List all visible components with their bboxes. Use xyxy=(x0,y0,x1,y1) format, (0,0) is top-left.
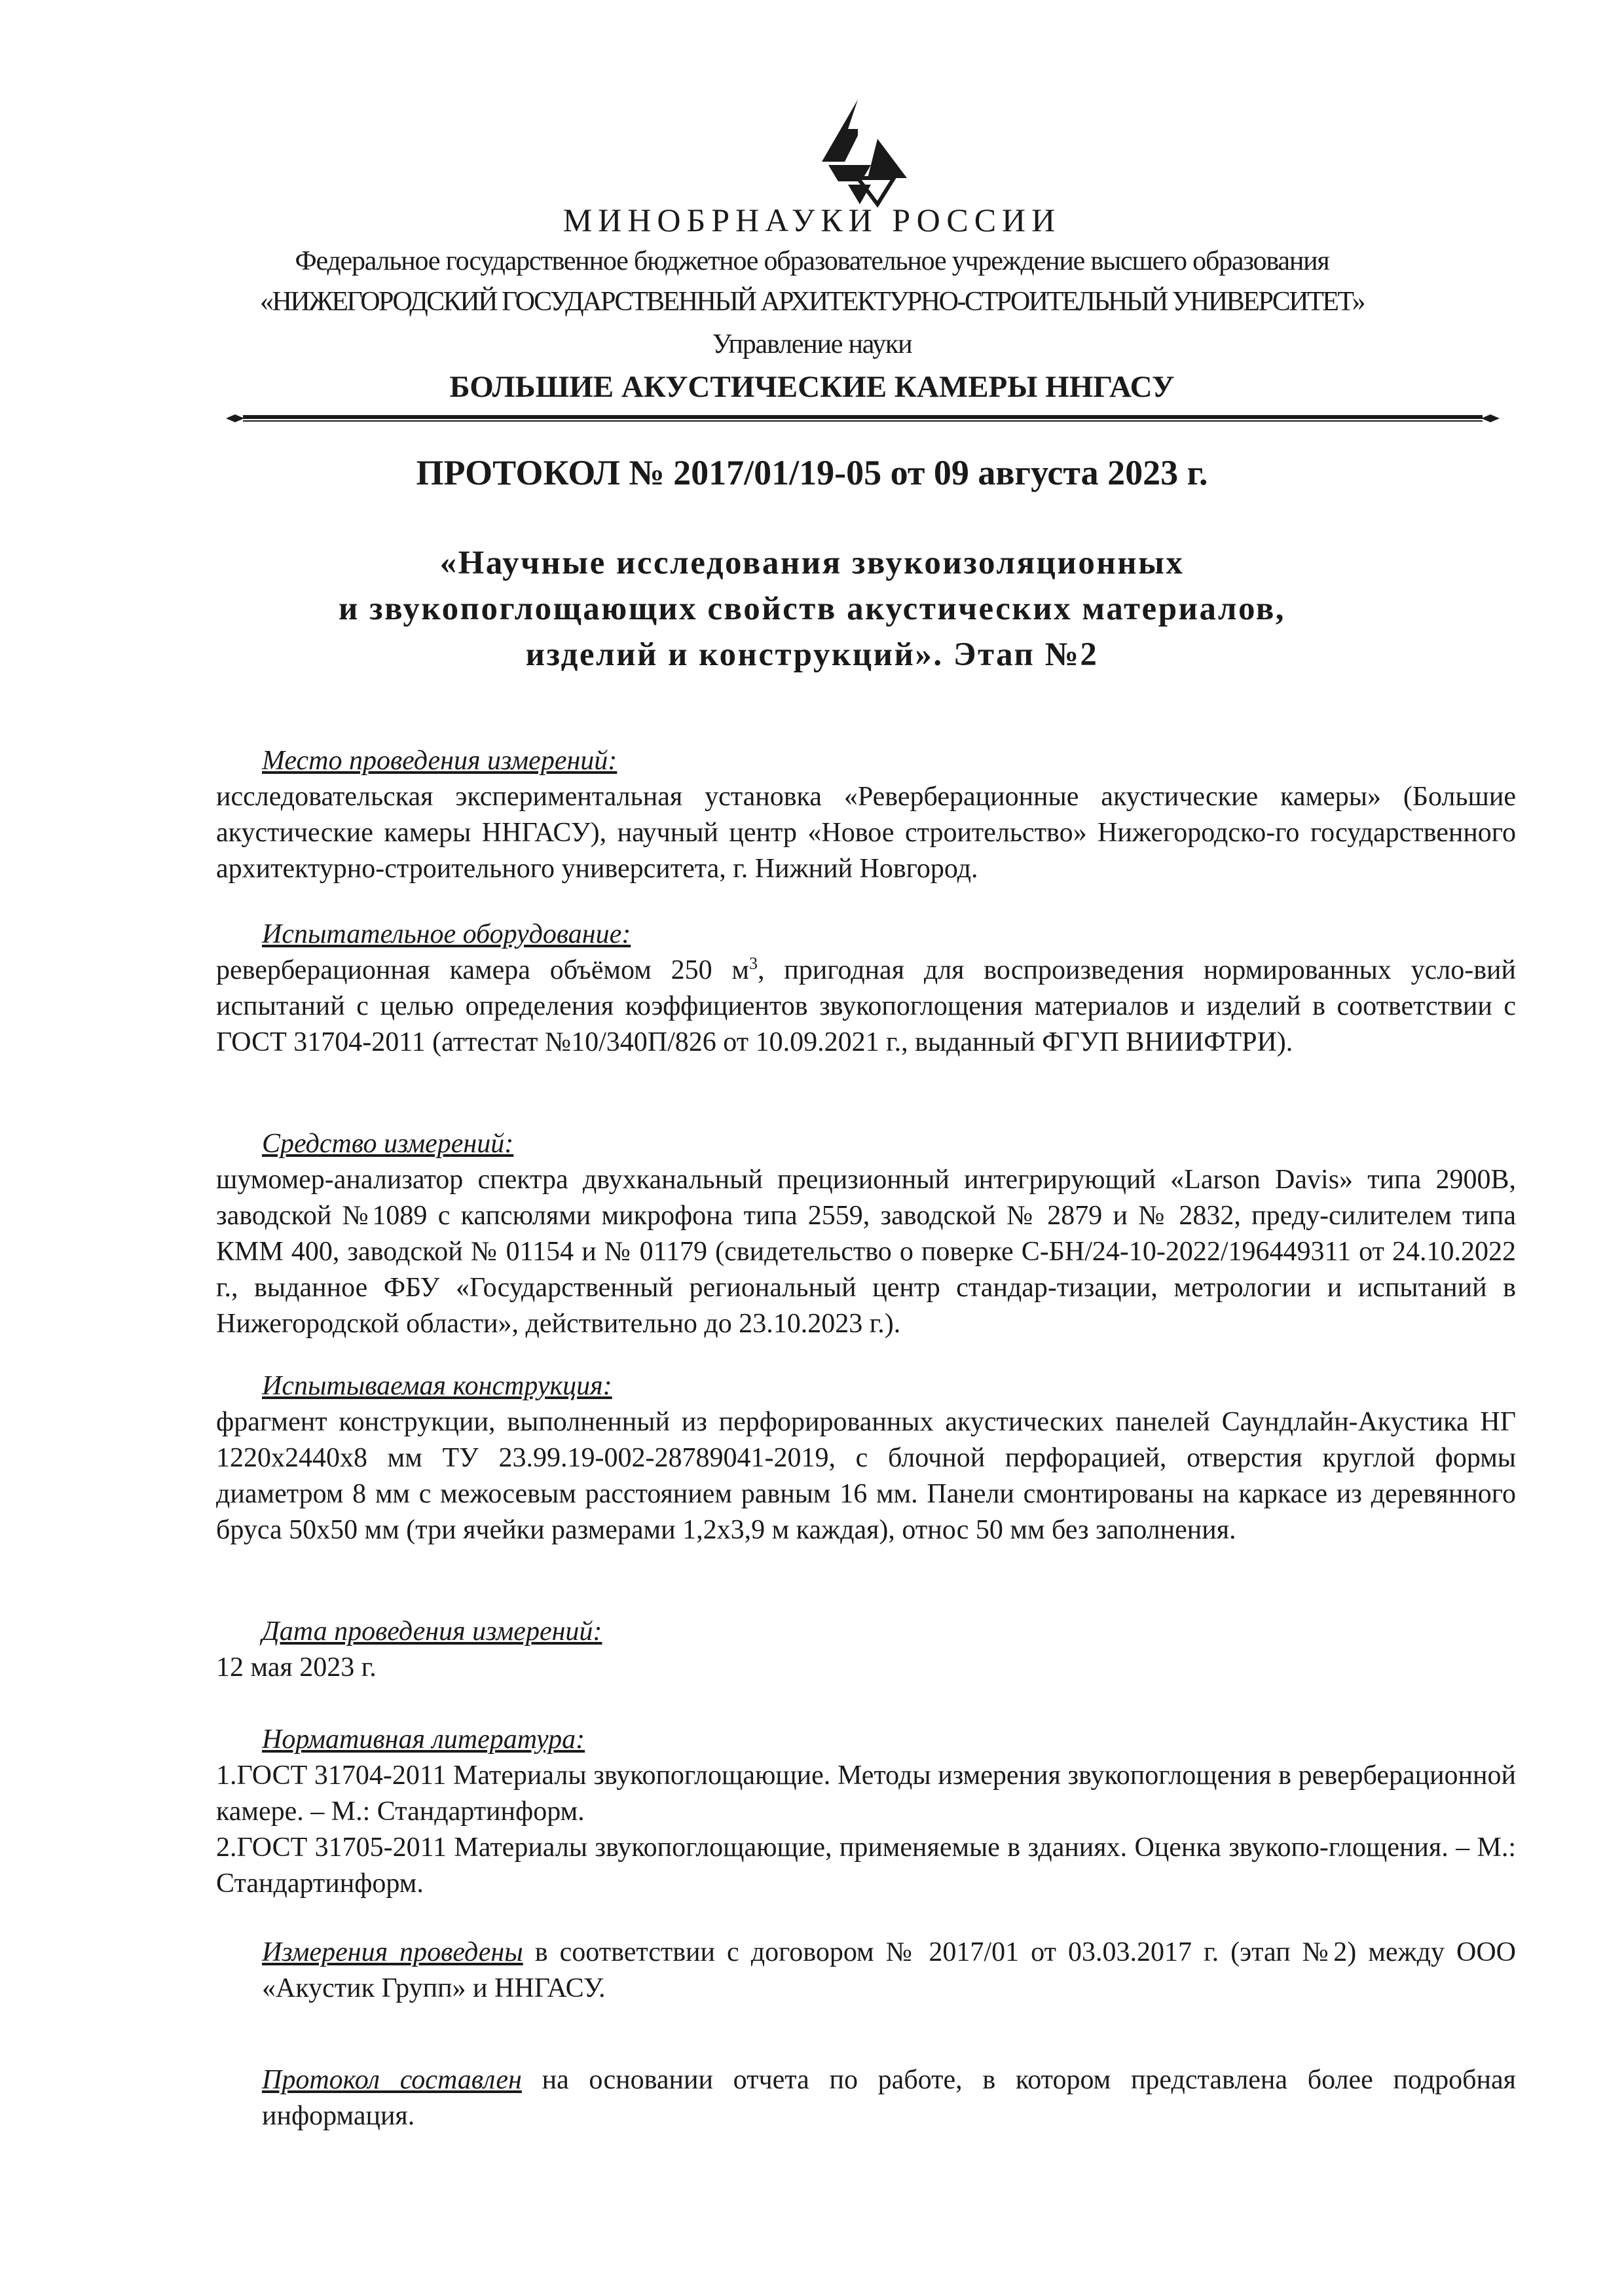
conducted-lead: Измерения проведены xyxy=(262,1937,523,1967)
department-name: Управление науки xyxy=(712,329,912,359)
university-name: «НИЖЕГОРОДСКИЙ ГОСУДАРСТВЕННЫЙ АРХИТЕКТУРНО-СТРОИТЕЛЬНЫЙ УНИВЕРСИТЕТ» xyxy=(260,287,1364,317)
superscript: 3 xyxy=(748,954,758,973)
subject-line-1: «Научные исследования звукоизоляционных xyxy=(439,545,1185,581)
section-text: шумомер-анализатор спектра двухканальный прецизионный интегрирующий «Larson Davis» типа 2900В, заводской №1089 с капсюлями микрофона типа 2559, заводской № 2879 и № 2832, преду-силителем типа КММ 400, заводской № 01154 и № 01179 (свидетельство о поверке С-БН/24-10-2022/196449311 от 24.10.2022 г., выданное ФБУ «Государственный региональный центр стандар-тизации, метрологии и испытаний в Нижегородской области», действительно до 23.10.2023 г.). xyxy=(216,1165,1516,1339)
institution-type: Федеральное государственное бюджетное образовательное учреждение высшего образования xyxy=(295,246,1329,276)
section-text: 12 мая 2023 г. xyxy=(216,1652,377,1683)
section-construction xyxy=(216,1368,1516,1548)
section-conducted xyxy=(216,1935,1516,2007)
section-date xyxy=(216,1614,1516,1686)
research-subject xyxy=(0,540,1624,678)
compiled-text: на основании отчета по работе, в котором представлена более подробная информация. xyxy=(262,2065,1516,2131)
header-divider xyxy=(226,412,1500,424)
literature-item-1: 1.ГОСТ 31704-2011 Материалы звукопоглощающие. Методы измерения звукопоглощения в реверберационной камере. – М.: Стандартинформ. xyxy=(216,1760,1516,1827)
literature-item-2: 2.ГОСТ 31705-2011 Материалы звукопоглощающие, применяемые в зданиях. Оценка звукопо-глощения. – М.: Стандартинформ. xyxy=(216,1832,1516,1899)
section-heading: Испытываемая конструкция: xyxy=(262,1371,612,1401)
section-equipment xyxy=(216,917,1516,1061)
subject-line-2: и звукопоглощающих свойств акустических материалов, xyxy=(338,591,1286,627)
section-place xyxy=(216,743,1516,887)
section-heading: Нормативная литература: xyxy=(262,1724,585,1755)
section-heading: Место проведения измерений: xyxy=(262,746,618,776)
compiled-lead: Протокол составлен xyxy=(262,2065,522,2095)
ministry-name: МИНОБРНАУКИ РОССИИ xyxy=(563,202,1061,238)
section-literature xyxy=(216,1722,1516,1902)
section-heading: Испытательное оборудование: xyxy=(262,919,631,949)
section-heading: Дата проведения измерений: xyxy=(262,1616,602,1647)
section-compiled xyxy=(216,2062,1516,2134)
section-text: фрагмент конструкции, выполненный из перфорированных акустических панелей Саундлайн-Акустика НГ 1220x2440x8 мм ТУ 23.99.19-002-28789041-2019, с блочной перфорацией, отверстия круглой формы диаметром 8 мм с межосевым расстоянием равным 16 мм. Панели смонтированы на каркасе из деревянного бруса 50x50 мм (три ячейки размерами 1,2x3,9 м каждая), относ 50 мм без заполнения. xyxy=(216,1407,1516,1545)
section-instrument xyxy=(216,1126,1516,1342)
section-text: исследовательская экспериментальная установка «Реверберационные акустические камеры» (Большие акустические камеры ННГАСУ), научный центр «Новое строительство» Нижегородско-го государственного архитектурно-строительного университета, г. Нижний Новгород. xyxy=(216,782,1516,884)
protocol-title: ПРОТОКОЛ № 2017/01/19-05 от 09 августа 2023 г. xyxy=(416,453,1208,492)
university-logo-icon xyxy=(809,100,923,208)
chambers-title: БОЛЬШИЕ АКУСТИЧЕСКИЕ КАМЕРЫ ННГАСУ xyxy=(449,370,1175,404)
subject-line-3: изделий и конструкций». Этап №2 xyxy=(525,636,1099,673)
conducted-text: в соответствии с договором № 2017/01 от 03.03.2017 г. (этап №2) между ООО «Акустик Групп» и ННГАСУ. xyxy=(262,1937,1517,2003)
section-text: реверберационная камера объёмом 250 $м^3$, пригодная для воспроизведения нормированных усло-вий испытаний с целью определения коэффициентов звукопоглощения материалов и изделий в соответствии с ГОСТ 31704-2011 (аттестат №10/340П/826 от 10.09.2021 г., выданный ФГУП ВНИИФТРИ). xyxy=(216,954,1516,1057)
section-heading: Средство измерений: xyxy=(262,1129,514,1159)
